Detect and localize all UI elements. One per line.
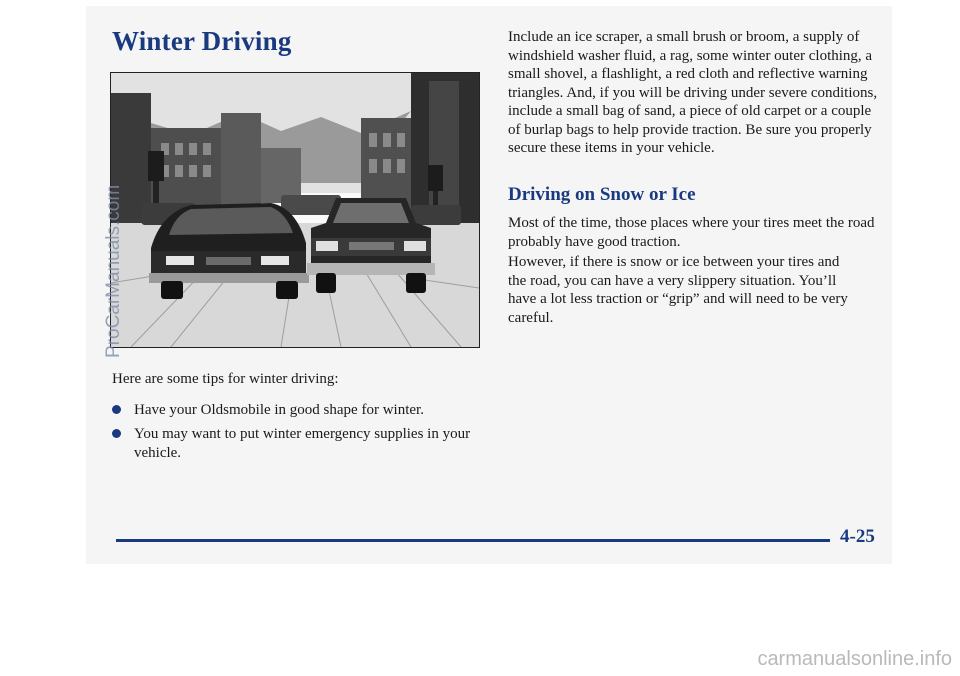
page-number: 4-25 <box>840 526 875 547</box>
bullet-text: Have your Oldsmobile in good shape for winter. <box>134 402 424 418</box>
footer-rule <box>116 539 830 542</box>
bullet-text: You may want to put winter emergency supplies in your vehicle. <box>134 426 471 461</box>
bullet-icon <box>112 405 121 414</box>
tips-intro: Here are some tips for winter driving: <box>112 371 339 387</box>
bottom-watermark: carmanualsonline.info <box>757 648 952 670</box>
supplies-paragraph: Include an ice scraper, a small brush or broom, a supply of windshield washer fluid, a rag, some winter outer clothing, a small shovel, a flashlight, a red cloth and reflective warning triangles. And, if you will be driving under severe conditions, include a small bag of sand, a piece of old carpet or a couple of burlap bags to help provide traction. Be sure you properly secure these items in your vehicle. <box>508 29 878 156</box>
section-heading: Driving on Snow or Ice <box>508 184 696 205</box>
page-title: Winter Driving <box>112 26 292 56</box>
traction-paragraph: Most of the time, those places where your tires meet the road probably have good traction. <box>508 215 875 250</box>
bullet-icon <box>112 429 121 438</box>
slippery-paragraph: However, if there is snow or ice between your tires and the road, you can have a very slippery situation. You’ll have a lot less traction or “grip” and will need to be very careful. <box>508 254 848 326</box>
side-watermark: ProCarManuals.com <box>103 184 124 358</box>
winter-driving-illustration <box>110 72 480 348</box>
winter-street-scene-image <box>111 73 479 347</box>
